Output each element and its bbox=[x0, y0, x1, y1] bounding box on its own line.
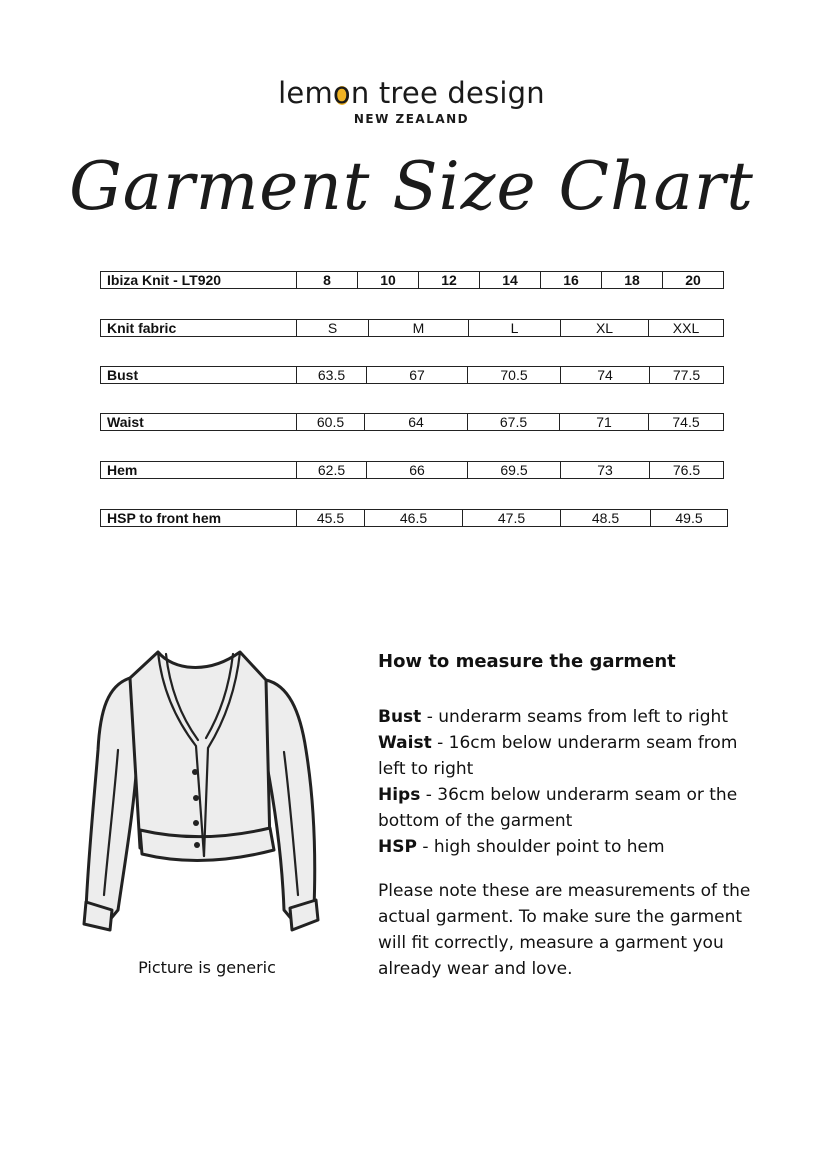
row-label: HSP to front hem bbox=[101, 510, 297, 527]
bust-table bbox=[100, 366, 724, 384]
value-cell: M bbox=[369, 320, 469, 337]
value-cell: 63.5 bbox=[297, 367, 367, 384]
measurement-note: Please note these are measurements of the actual garment. To make sure the garment will fit correctly, measure a garment you already wear and love. bbox=[378, 881, 751, 979]
value-cell: 47.5 bbox=[463, 510, 561, 527]
measuring-instructions bbox=[378, 648, 758, 982]
definition: - underarm seams from left to right bbox=[421, 707, 728, 727]
row-label: Bust bbox=[101, 367, 297, 384]
hem-table bbox=[100, 461, 724, 479]
value-cell: 45.5 bbox=[297, 510, 365, 527]
value-cell: S bbox=[297, 320, 369, 337]
size-cell: 10 bbox=[358, 272, 419, 289]
value-cell: 49.5 bbox=[651, 510, 728, 527]
page-title: Garment Size Chart bbox=[69, 148, 754, 225]
size-cell: 8 bbox=[297, 272, 358, 289]
row-label: Knit fabric bbox=[101, 320, 297, 337]
fabric-row bbox=[101, 320, 724, 337]
waist-row bbox=[101, 414, 724, 431]
term: Hips bbox=[378, 785, 421, 805]
product-name: Ibiza Knit - LT920 bbox=[101, 272, 297, 289]
definition: - high shoulder point to hem bbox=[416, 837, 665, 857]
size-header-row bbox=[101, 272, 724, 289]
brand-subtitle: NEW ZEALAND bbox=[353, 112, 470, 126]
value-cell: 77.5 bbox=[650, 367, 724, 384]
brand-name: lemon tree design bbox=[278, 76, 545, 110]
definition-hips bbox=[378, 782, 758, 834]
hsp-row bbox=[101, 510, 728, 527]
value-cell: XL bbox=[561, 320, 649, 337]
fabric-table bbox=[100, 319, 724, 337]
size-cell: 20 bbox=[663, 272, 724, 289]
size-cell: 12 bbox=[419, 272, 480, 289]
value-cell: L bbox=[469, 320, 561, 337]
cardigan-illustration bbox=[78, 640, 328, 940]
value-cell: 74.5 bbox=[649, 414, 724, 431]
definition-waist bbox=[378, 730, 758, 782]
term: Bust bbox=[378, 707, 422, 727]
definition-hsp bbox=[378, 834, 758, 860]
bust-row bbox=[101, 367, 724, 384]
size-cell: 16 bbox=[541, 272, 602, 289]
waist-table bbox=[100, 413, 724, 431]
value-cell: 70.5 bbox=[468, 367, 561, 384]
value-cell: 67 bbox=[367, 367, 468, 384]
value-cell: XXL bbox=[649, 320, 724, 337]
value-cell: 62.5 bbox=[297, 462, 367, 479]
instructions-heading: How to measure the garment bbox=[378, 651, 676, 672]
definition-bust bbox=[378, 704, 758, 730]
definition: - 36cm below underarm seam or the bottom of the garment bbox=[378, 785, 738, 831]
size-cell: 18 bbox=[602, 272, 663, 289]
value-cell: 69.5 bbox=[468, 462, 561, 479]
hem-row bbox=[101, 462, 724, 479]
hsp-table bbox=[100, 509, 728, 527]
value-cell: 73 bbox=[561, 462, 650, 479]
value-cell: 60.5 bbox=[297, 414, 365, 431]
value-cell: 66 bbox=[367, 462, 468, 479]
illustration-caption: Picture is generic bbox=[138, 958, 276, 977]
value-cell: 71 bbox=[560, 414, 649, 431]
term: HSP bbox=[378, 837, 417, 857]
lemon-o-icon: o bbox=[332, 76, 351, 110]
definition: - 16cm below underarm seam from left to right bbox=[378, 733, 738, 779]
row-label: Waist bbox=[101, 414, 297, 431]
size-header-table bbox=[100, 271, 724, 289]
value-cell: 46.5 bbox=[365, 510, 463, 527]
value-cell: 67.5 bbox=[468, 414, 560, 431]
brand-logo bbox=[0, 74, 823, 126]
size-cell: 14 bbox=[480, 272, 541, 289]
term: Waist bbox=[378, 733, 432, 753]
value-cell: 74 bbox=[561, 367, 650, 384]
value-cell: 76.5 bbox=[650, 462, 724, 479]
value-cell: 64 bbox=[365, 414, 468, 431]
row-label: Hem bbox=[101, 462, 297, 479]
value-cell: 48.5 bbox=[561, 510, 651, 527]
